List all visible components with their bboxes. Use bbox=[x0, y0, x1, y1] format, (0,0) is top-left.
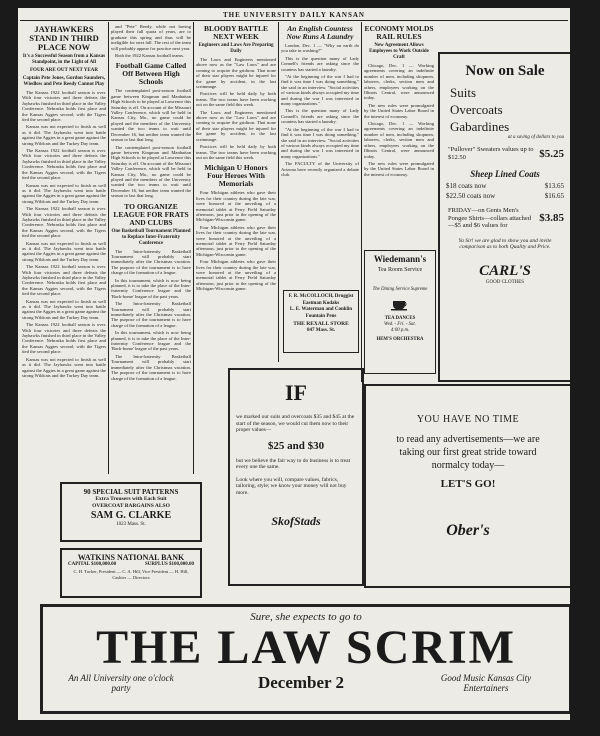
sheep-row bbox=[440, 191, 570, 201]
wiedemann-dining: The Dining Service Supreme bbox=[372, 287, 428, 292]
scrim-date: December 2 bbox=[257, 673, 345, 692]
bank-capital: CAPITAL $100,000.00 bbox=[68, 562, 117, 567]
paragraph: The contemplated post-season football game between Kingman and Manhattan High Schools to be played at Lawrence this Saturday is off. On account of the Missouri Valley Conference, which will be held in Kansas City, Mo., no game could be played and the members of the University wanted the two teams to wait until December 16, but neither team wanted the season to last that long. bbox=[111, 88, 191, 143]
obers-line2: to read any advertisements—we are taking our first great stride toward normalcy today— bbox=[396, 434, 540, 471]
headline-michigan: Michigan U Honors Four Heroes With Memorials bbox=[204, 163, 268, 189]
wiedemann-title: Wiedemann's bbox=[373, 254, 427, 264]
obers-ad bbox=[364, 384, 570, 588]
paragraph: This is the question many of Lady Connell's friends are asking since the countess has started a laundry. bbox=[281, 55, 359, 72]
column-rule bbox=[108, 22, 109, 474]
obers-line1: YOU HAVE NO TIME bbox=[416, 414, 520, 425]
paragraph: Four Michigan athletes who gave their lives for their country during the late war, were honored at the unveiling of a memorial tablet at Ferry Field Saturday afternoon, just prior to the opening of the Michigan-Wisconsin game. bbox=[196, 190, 276, 223]
paragraph: This is the question many of Lady Connell's friends are asking since the countess has started a laundry. bbox=[281, 108, 359, 125]
skofstads-logo: SkofStads bbox=[271, 514, 321, 528]
column-rule bbox=[193, 22, 194, 474]
obers-line3: LET'S GO! bbox=[440, 478, 496, 490]
sale-item: Gabardines bbox=[450, 119, 510, 134]
column-countess bbox=[281, 24, 359, 286]
druggist-ad bbox=[283, 290, 359, 353]
friday-label: FRIDAY—on Gents Men's Pongee Shirts—collars attached—$5 and $6 values for bbox=[448, 207, 532, 229]
wiedemann-time: 4:00 p.m. bbox=[390, 328, 410, 333]
bank-surplus: SURPLUS $100,000.00 bbox=[144, 562, 194, 567]
wiedemann-days: Wed. - Fri. - Sat. bbox=[384, 322, 416, 327]
paragraph: Kansas was not expected to finish as well as it did. The Jayhawks went into battle against the Aggies in a great game against the strong Wildcats and the Turkey Day team. bbox=[22, 356, 106, 378]
if-line2: but we believe the fair way to do business is to treat every one the same. bbox=[236, 457, 351, 470]
paragraph: The Kansas 1922 football season is over. With four victories and three defeats the Jayhawks finished in third place in the Valley Conference. Nebraska holds first place and the Kansas Aggies second, with the Tigers tied the second place. bbox=[22, 322, 106, 355]
sheep-row-label: $18 coats now bbox=[446, 182, 487, 190]
carls-sub: GOOD CLOTHES bbox=[485, 279, 525, 285]
clarke-line1: Extra Trousers with Each Suit bbox=[95, 496, 167, 502]
skofstads-if-ad bbox=[228, 368, 364, 586]
teacup-icon bbox=[390, 297, 410, 311]
clarke-top: 90 SPECIAL SUIT PATTERNS bbox=[83, 488, 179, 496]
headline-game-off: Football Game Called Off Between High Schools bbox=[115, 61, 187, 87]
friday-price: $3.85 bbox=[539, 212, 564, 225]
if-line3: Look where you will, compare values, fabrics, tailoring, style; we know your money will not buy more. bbox=[236, 476, 347, 496]
newspaper-page bbox=[18, 8, 570, 720]
paragraph: The Intra-fraternity Basketball Tournament will probably start immediately after the Christmas vacation. The purpose of the tournament is to have charge of the formation of a league. bbox=[111, 353, 191, 381]
headline-bloody-battle: BLOODY BATTLE NEXT WEEK bbox=[204, 24, 268, 41]
scrim-title: THE LAW SCRIM bbox=[96, 621, 516, 674]
clarke-line2: OVERCOAT BARGAINS ALSO bbox=[92, 503, 170, 509]
masthead: THE UNIVERSITY DAILY KANSAN bbox=[223, 11, 365, 19]
paragraph: In this tournament, which is now being planned, it is to take the place of the Inter-fraternity Conference league and the 'Back-home' league of the past years. bbox=[111, 277, 191, 299]
headline-economy: ECONOMY MOLDS RAIL RULES bbox=[364, 24, 434, 41]
column-rule bbox=[278, 22, 279, 362]
paragraph: Four Michigan athletes who gave their lives for their country during the late war, were honored at the unveiling of a memorial tablet at Ferry Field Saturday afternoon, just prior to the opening of the Michigan-Wisconsin game. bbox=[196, 259, 276, 292]
paragraph: Kansas was not expected to finish as well as it did. The Jayhawks went into battle against the Aggies in a great game against the strong Wildcats and the Turkey Day team. bbox=[22, 298, 106, 320]
law-scrim-ad bbox=[40, 604, 570, 714]
clarke-name: SAM G. CLARKE bbox=[90, 510, 172, 521]
paragraph: Kansas was not expected to finish as well as it did. The Jayhawks went into battle against the Aggies in a great game against the strong Wildcats and the Turkey Day team. bbox=[22, 182, 106, 204]
scrim-right: Good Music Kansas City Entertainers bbox=[440, 673, 532, 693]
druggist-store: THE REXALL STORE bbox=[293, 321, 349, 327]
sheep-row bbox=[440, 181, 570, 191]
deck-players: Captain Pete Jones, Gordon Saunders, Wiedlow and Pete Reedy Cannot Play bbox=[22, 76, 106, 87]
column-battle bbox=[196, 24, 276, 364]
sale-item: Overcoats bbox=[450, 102, 503, 117]
sweaters-price: $5.25 bbox=[539, 147, 564, 160]
sheep-row-price: $13.65 bbox=[544, 182, 564, 190]
deck-engineers: Engineers and Laws Are Preparing Daily bbox=[198, 43, 274, 54]
paragraph: Practices will be held daily by both teams. The two teams have been working out on the same field this week. bbox=[196, 144, 276, 160]
sheep-row-price: $16.65 bbox=[544, 192, 564, 200]
clarke-address: 1023 Mass. St. bbox=[116, 522, 146, 527]
paragraph: Practices will be held daily by both teams. The two teams have been working out on the same field this week. bbox=[196, 91, 276, 108]
deck-season: It's a Successful Season from a Kansas Standpoint, in the Light of All bbox=[22, 54, 106, 65]
paragraph: London, Dec. 1 — "Why on earth do you take in washing?" bbox=[281, 43, 359, 54]
paragraph: The Kansas 1922 football season is over. With four victories and three defeats the Jayhawks finished in third place in the Valley Conference. Nebraska holds first place and the Kansas Aggies second, with the Tigers tied the second place. bbox=[22, 148, 106, 181]
druggist-pens: L. E. Waterman and Conklin Fountain Pens bbox=[289, 307, 353, 319]
sale-tagline: at a saving of dollars to you bbox=[507, 135, 564, 140]
top-rule bbox=[20, 20, 568, 21]
paragraph: "At the beginning of the war I had to find it was time I was doing something," she said in an interview. "Social activities of various kinds always occupied my time and during the war I was interested in many organizations." bbox=[281, 74, 359, 107]
sale-invitation: Ya Sir! we are glad to show you and invite comparison as to both Quality and Price. bbox=[458, 237, 552, 250]
paragraph: The contemplated post-season football game between Kingman and Manhattan High Schools to be played at Lawrence this Saturday is off. On account of the Missouri Valley Conference, which will be held in Kansas City, Mo., no game could be played and the members of the University wanted the two teams to wait until December 16, but neither team wanted the season to last that long. bbox=[111, 144, 191, 199]
scrim-top: Sure, she expects to go to bbox=[250, 611, 362, 623]
watkins-bank-ad bbox=[60, 548, 202, 598]
paragraph: The Laws and Engineers mentioned above now as the "Law Laws" and are coming to acquire the gridiron. That none of their star players might be injured for the game by accident, in the last scrimmage. bbox=[196, 109, 276, 142]
if-line1: we marked our suits and overcoats $35 and $45 at the start of the season, we would cut them now to their proper values— bbox=[236, 414, 355, 433]
sweaters-label: "Pullover" Sweaters values up to $12.50 bbox=[448, 146, 534, 161]
wiedemann-ad bbox=[364, 250, 436, 374]
paragraph: The FACULTY of the University of Arizona have recently organized a debate club. bbox=[281, 161, 359, 177]
sheep-title: Sheep Lined Coats bbox=[470, 169, 540, 179]
clarke-ad bbox=[60, 482, 202, 542]
headline-league: TO ORGANIZE LEAGUE FOR FRATS AND CLUBS bbox=[113, 201, 189, 227]
paragraph: Chicago, Dec. 1 — Working agreements covering an indefinite number of men, including shopmen, laborers, clerks, section men and others, employees working on the Illinois Central, were announced today. bbox=[364, 121, 434, 159]
headline-jayhawkers: JAYHAWKERS STAND IN THIRD PLACE NOW bbox=[29, 24, 99, 52]
column-football bbox=[111, 24, 191, 476]
if-title: IF bbox=[285, 380, 307, 405]
sale-item: Suits bbox=[450, 85, 477, 100]
deck-tournament: One Basketball Tournament Planned to Replace Inter-Fraternity Conference bbox=[111, 228, 191, 246]
paragraph: and "Pete" Reedy, while not having played their full quota of years, are to graduate this spring and thus will be ineligible for next fall. The rest of the team will probably appear for practice next year. bbox=[111, 24, 191, 51]
paragraph: Kansas was not expected to finish as well as it did. The Jayhawks went into battle against the Aggies in a great game against the strong Wildcats and the Turkey Day team. bbox=[22, 240, 106, 262]
paragraph: Four Michigan athletes who gave their lives for their country during the late war, were honored at the unveiling of a memorial tablet at Ferry Field Saturday afternoon, just prior to the opening of the Michigan-Wisconsin game. bbox=[196, 224, 276, 257]
headline-countess: An English Countess Now Runs A Laundry bbox=[286, 24, 354, 41]
paragraph: The Intra-fraternity Basketball Tournament will probably start immediately after the Christmas vacation. The purpose of the tournament is to have charge of the formation of a league. bbox=[111, 301, 191, 328]
paragraph: The Intra-fraternity Basketball Tournament will probably start immediately after the Christmas vacation. The purpose of the tournament is to have charge of the formation of a league. bbox=[111, 248, 191, 276]
paragraph: The Kansas 1922 football season is over. With four victories and three defeats the Jayhawks finished in third place in the Valley Conference. Nebraska holds first place and the Kansas Aggies second, with the Tigers tied the second place. bbox=[22, 206, 106, 239]
paragraph: The new rules were promulgated by the United States Labor Board in the interest of economy. bbox=[364, 160, 434, 177]
paragraph: In this tournament, which is now being planned, it is to take the place of the Inter-fraternity Conference league and the 'Back-home' league of the past years. bbox=[111, 330, 191, 352]
carls-logo: CARL'S bbox=[479, 262, 531, 279]
sheep-row-label: $22.50 coats now bbox=[446, 192, 496, 200]
paragraph: Kansas was not expected to finish as well as it did. The Jayhawks went into battle against the Aggies in a great game against the strong Wildcats and the Turkey Day team. bbox=[22, 124, 106, 146]
wiedemann-tearoom: Tea Room Service bbox=[377, 267, 423, 273]
druggist-name: F. R. McCOLLOCH, Druggist bbox=[288, 294, 354, 299]
druggist-kodaks: Eastman Kodaks bbox=[302, 300, 340, 306]
paragraph: "At the beginning of the war I had to find it was time I was doing something," she said in an interview. "Social activities of various kinds always occupied my time and during the war I was interested in many organizations." bbox=[281, 126, 359, 159]
carls-sale-ad bbox=[438, 52, 570, 382]
paragraph: The Kansas 1922 football season is over. With four victories and three defeats the Jayhawks finished in third place in the Valley Conference. Nebraska holds first place and the Kansas Aggies second, with the Tigers tied the second place. bbox=[22, 90, 106, 123]
bank-name: WATKINS NATIONAL BANK bbox=[77, 553, 185, 562]
column-rule bbox=[361, 22, 362, 382]
deck-four-out: FOUR ARE OUT NEXT YEAR bbox=[30, 68, 98, 73]
sale-headline: Now on Sale bbox=[465, 63, 545, 79]
wiedemann-dances: TEA DANCES bbox=[384, 316, 416, 321]
deck-agreement: New Agreement Allows Employees to Work Outside Craft bbox=[369, 43, 429, 60]
paragraph: Both the 1922 Kansas football teams. bbox=[115, 53, 184, 59]
bank-officers: C. H. Tucker, President — C. A. Hill, Vice President — H. Hill, Cashier — Directors bbox=[73, 569, 189, 580]
paragraph: The new rules were promulgated by the United States Labor Board in the interest of economy. bbox=[364, 102, 434, 119]
paragraph: The Laws and Engineers mentioned above now as the "Law Laws" and are coming to acquire the gridiron. That none of their star players might be injured for the game by accident, in the last scrimmage. bbox=[196, 57, 276, 90]
paragraph: Chicago, Dec. 1 — Working agreements covering an indefinite number of men, including shopmen, laborers, clerks, section men and others, employees working on the Illinois Central, were announced today. bbox=[364, 63, 434, 101]
obers-logo: Ober's bbox=[446, 522, 490, 539]
if-prices: $25 and $30 bbox=[267, 439, 325, 452]
column-rail-rules bbox=[364, 24, 434, 246]
column-sports bbox=[22, 24, 106, 476]
wiedemann-orchestra: HEM'S ORCHESTRA bbox=[376, 337, 424, 342]
paragraph: The Kansas 1922 football season is over. With four victories and three defeats the Jayhawks finished in third place in the Valley Conference. Nebraska holds first place and the Kansas Aggies second, with the Tigers tied the second place. bbox=[22, 264, 106, 297]
druggist-address: 847 Mass. St. bbox=[306, 327, 336, 333]
scrim-left: An All University one o'clock party bbox=[68, 673, 174, 693]
